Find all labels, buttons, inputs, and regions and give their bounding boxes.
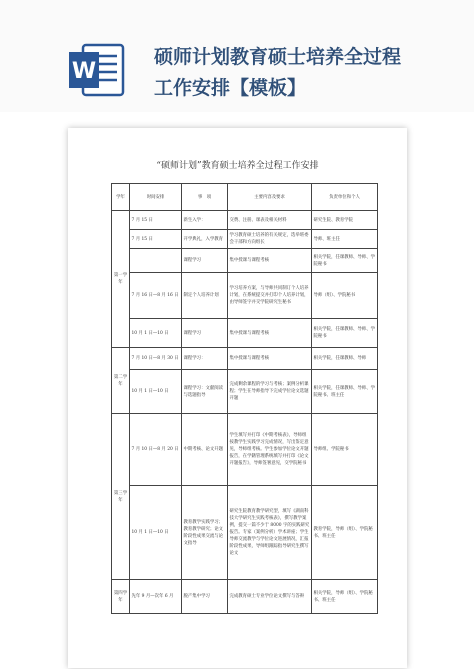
cell-content: 完成教育硕士专业学位论文撰写与答辩 (228, 580, 312, 614)
cell-content: 集中授课与课程考核 (228, 348, 312, 370)
cell-time: 10 月 1 日—10 日 (130, 370, 182, 414)
cell-time: 10 月 1 日—10 日 (130, 319, 182, 348)
cell-item: 开学典礼，入学教育 (182, 230, 228, 249)
cell-item: 课程学习 (182, 249, 228, 273)
cell-responsible: 相关学院，任课教师、导师、学院秘书、班主任 (312, 370, 378, 414)
column-header-time: 时间安排 (130, 184, 182, 211)
schedule-table (111, 183, 378, 614)
cell-time: 10 月 1 日—10 日 (130, 486, 182, 580)
cell-responsible: 教育学院，导师（组）、学院秘书、班主任 (312, 486, 378, 580)
table-row (112, 348, 378, 370)
cell-responsible: 相关学院，任课教师、导师、学院秘书 (312, 319, 378, 348)
cell-time: 7 月 16 日—8 月 16 日 (130, 273, 182, 319)
cell-content: 集中授课与课程考核 (228, 319, 312, 348)
cell-item: 课程学习： (182, 348, 228, 370)
cell-content: 交费、注册、课表及相关材料 (228, 211, 312, 230)
column-header-item: 事 项 (182, 184, 228, 211)
column-header-year: 学年 (112, 184, 130, 211)
cell-content: 集中授课与课程考核 (228, 249, 312, 273)
table-row (112, 230, 378, 249)
table-row (112, 580, 378, 614)
year-cell: 第一学年 (112, 211, 130, 348)
cell-responsible: 相关学院，任课教师、导师、学院秘书 (312, 249, 378, 273)
svg-text:W: W (71, 59, 97, 84)
table-row (112, 370, 378, 414)
cell-item: 中期考核、论文开题 (182, 414, 228, 486)
cell-content: 学习培养方案，与导师共同制订个人培养计划，在系统提交并打印个人培养计划，由导师签字并交学院研究生秘书 (228, 273, 312, 319)
cell-responsible: 导师（组）、学院秘书 (312, 273, 378, 319)
document-page (68, 128, 407, 668)
table-row (112, 486, 378, 580)
cell-responsible: 相关学院，任课教师、导师 (312, 348, 378, 370)
table-row (112, 414, 378, 486)
cell-item: 课程学习 (182, 319, 228, 348)
cell-content: 完成剩余课程的学习与考核；案例分析课程；学生在导师指导下完成学位论文选题开题 (228, 370, 312, 414)
cell-item: 教育教学实践学习；教育教学研究；论文阶段性成果交流与论文指导 (182, 486, 228, 580)
cell-item: 新生入学： (182, 211, 228, 230)
page-title: “硕师计划”教育硕士培养全过程工作安排 (156, 161, 319, 171)
column-header-content: 主要内容及要求 (228, 184, 312, 211)
cell-item: 制定个人培养计划 (182, 273, 228, 319)
year-cell: 第三学年 (112, 414, 130, 580)
cell-item: 课程学习：文献阅读与选题指导 (182, 370, 228, 414)
cell-responsible: 相关学院，导师（组）、学院秘书、班主任 (312, 580, 378, 614)
word-document-icon (67, 41, 127, 99)
table-row (112, 211, 378, 230)
cell-content: 学习教育硕士培养的有关规定，选举班委会干部和方向组长 (228, 230, 312, 249)
cell-responsible: 导师组、学院秘书 (312, 414, 378, 486)
document-title (154, 42, 454, 104)
year-cell: 第四学年 (112, 580, 130, 614)
cell-content: 研究生院教育教学研究型，填写《湖南科技大学研究生实践考核表》，撰写教学案例，提交一篇不少于 8000 字的实践研究报告。专家（案例分析）学术讲座；学生导师交流教学与学位论文进展情况，汇报阶段性成果，导师组跟踪指导研究生撰写论文 (228, 486, 312, 580)
column-header-responsible: 负责单位和个人 (312, 184, 378, 211)
table-row (112, 273, 378, 319)
cell-responsible: 导师、班主任 (312, 230, 378, 249)
table-row (112, 319, 378, 348)
cell-time: 7 月 15 日 (130, 230, 182, 249)
cell-content: 学生填写并打印《中期考核表》，导师组按教学生实践学习完成情况，写出鉴定意见，导师组考核。学生参加学位论文开题报告，在学籍管理系统填写并打印《论文开题报告》，导师签署意见，交学院秘书 (228, 414, 312, 486)
title-line-1: 硕师计划教育硕士培养全过程 (154, 46, 402, 68)
hero-banner (0, 0, 474, 112)
cell-item: 脱产集中学习 (182, 580, 228, 614)
cell-responsible: 研究生院、教育学院 (312, 211, 378, 230)
cell-time (130, 249, 182, 273)
title-line-2: 工作安排【模板】 (154, 77, 307, 99)
cell-time: 7 月 10 日—8 月 20 日 (130, 414, 182, 486)
year-cell: 第二学年 (112, 348, 130, 414)
cell-time: 先年 9 月—次年 6 月 (130, 580, 182, 614)
table-header-row (112, 184, 378, 211)
cell-time: 7 月 10 日—8 月 30 日 (130, 348, 182, 370)
table-row (112, 249, 378, 273)
cell-time: 7 月 15 日 (130, 211, 182, 230)
